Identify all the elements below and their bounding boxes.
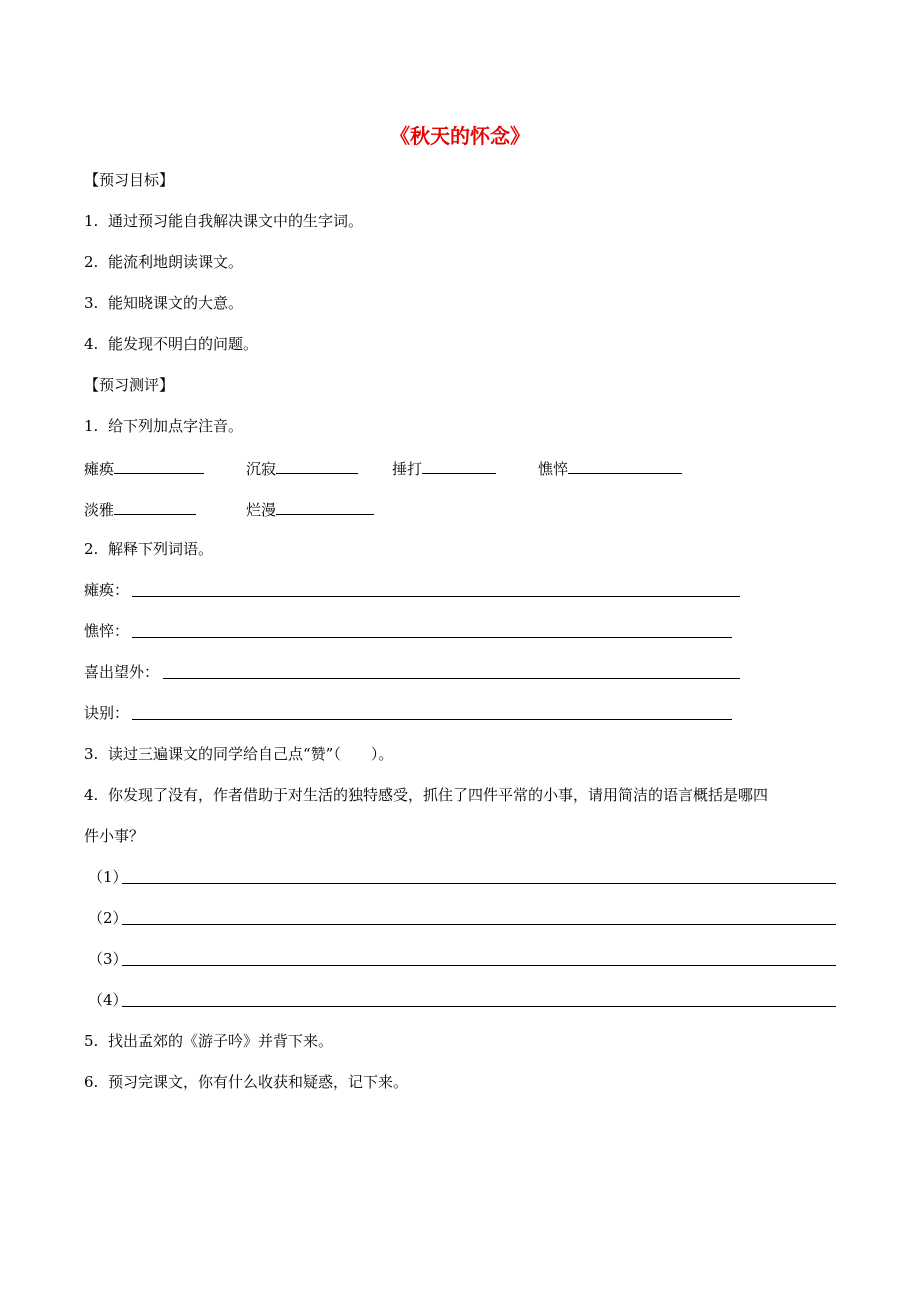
definition-blank[interactable] (132, 596, 740, 597)
question-num: 4. (84, 786, 99, 804)
goal-item (84, 211, 363, 231)
question-num: 2. (84, 540, 99, 558)
pinyin-blank[interactable] (422, 457, 496, 474)
goal-item (84, 334, 258, 354)
page-title: 《秋天的怀念》 (390, 124, 530, 148)
answer-blank[interactable] (122, 1006, 836, 1007)
question-num: 3. (84, 745, 99, 763)
question-text-continued: 件小事？ (84, 827, 145, 845)
blank-label: （2） (88, 909, 128, 927)
question-1 (84, 416, 243, 436)
pinyin-item (392, 457, 496, 479)
question-text: 找出孟郊的《游子吟》并背下来。 (108, 1032, 334, 1050)
pinyin-item (246, 498, 374, 520)
question-3 (84, 744, 393, 764)
pinyin-word: 沉寂 (246, 460, 277, 478)
definition-blank[interactable] (132, 719, 732, 720)
question-5 (84, 1031, 333, 1051)
answer-blank[interactable] (122, 883, 836, 884)
question-text: 解释下列词语。 (108, 540, 214, 558)
pinyin-blank[interactable] (568, 457, 682, 474)
pinyin-word: 捶打 (392, 460, 423, 478)
question-text: 给下列加点字注音。 (108, 417, 244, 435)
definition-blank[interactable] (132, 637, 732, 638)
question-4 (84, 785, 768, 805)
pinyin-word: 淡雅 (84, 501, 115, 519)
blank-label: （4） (88, 991, 128, 1009)
pinyin-word: 瘫痪 (84, 460, 115, 478)
goal-num: 1. (84, 212, 99, 230)
goal-num: 2. (84, 253, 99, 271)
pinyin-blank[interactable] (114, 498, 196, 515)
question-text: 你发现了没有，作者借助于对生活的独特感受，抓住了四件平常的小事，请用简洁的语言概括是哪四 (108, 786, 769, 804)
pinyin-blank[interactable] (114, 457, 204, 474)
define-word: 瘫痪： (84, 581, 130, 599)
blank-label: （1） (88, 868, 128, 886)
goal-text: 能知晓课文的大意。 (108, 294, 244, 312)
pinyin-word: 烂漫 (246, 501, 277, 519)
section-heading-goals: 【预习目标】 (84, 171, 175, 189)
goal-text: 通过预习能自我解决课文中的生字词。 (108, 212, 364, 230)
define-word: 憔悴： (84, 622, 130, 640)
goal-item (84, 252, 243, 272)
pinyin-word: 憔悴 (538, 460, 569, 478)
define-word: 喜出望外： (84, 663, 160, 681)
question-num: 1. (84, 417, 99, 435)
goal-num: 3. (84, 294, 99, 312)
question-num: 6. (84, 1073, 99, 1091)
section-heading-test: 【预习测评】 (84, 376, 175, 394)
definition-blank[interactable] (163, 678, 740, 679)
question-num: 5. (84, 1032, 99, 1050)
answer-blank[interactable] (122, 965, 836, 966)
pinyin-item (84, 498, 196, 520)
question-text: 预习完课文，你有什么收获和疑惑，记下来。 (108, 1073, 409, 1091)
pinyin-item (246, 457, 358, 479)
answer-blank[interactable] (122, 924, 836, 925)
goal-num: 4. (84, 335, 99, 353)
goal-text: 能流利地朗读课文。 (108, 253, 244, 271)
goal-text: 能发现不明白的问题。 (108, 335, 259, 353)
define-word: 诀别： (84, 704, 130, 722)
pinyin-blank[interactable] (276, 457, 358, 474)
pinyin-item (538, 457, 682, 479)
question-2 (84, 539, 213, 559)
pinyin-blank[interactable] (276, 498, 374, 515)
question-text: 读过三遍课文的同学给自己点“赞”（ ）。 (108, 745, 394, 763)
blank-label: （3） (88, 950, 128, 968)
goal-item (84, 293, 243, 313)
question-6 (84, 1072, 408, 1092)
pinyin-item (84, 457, 204, 479)
